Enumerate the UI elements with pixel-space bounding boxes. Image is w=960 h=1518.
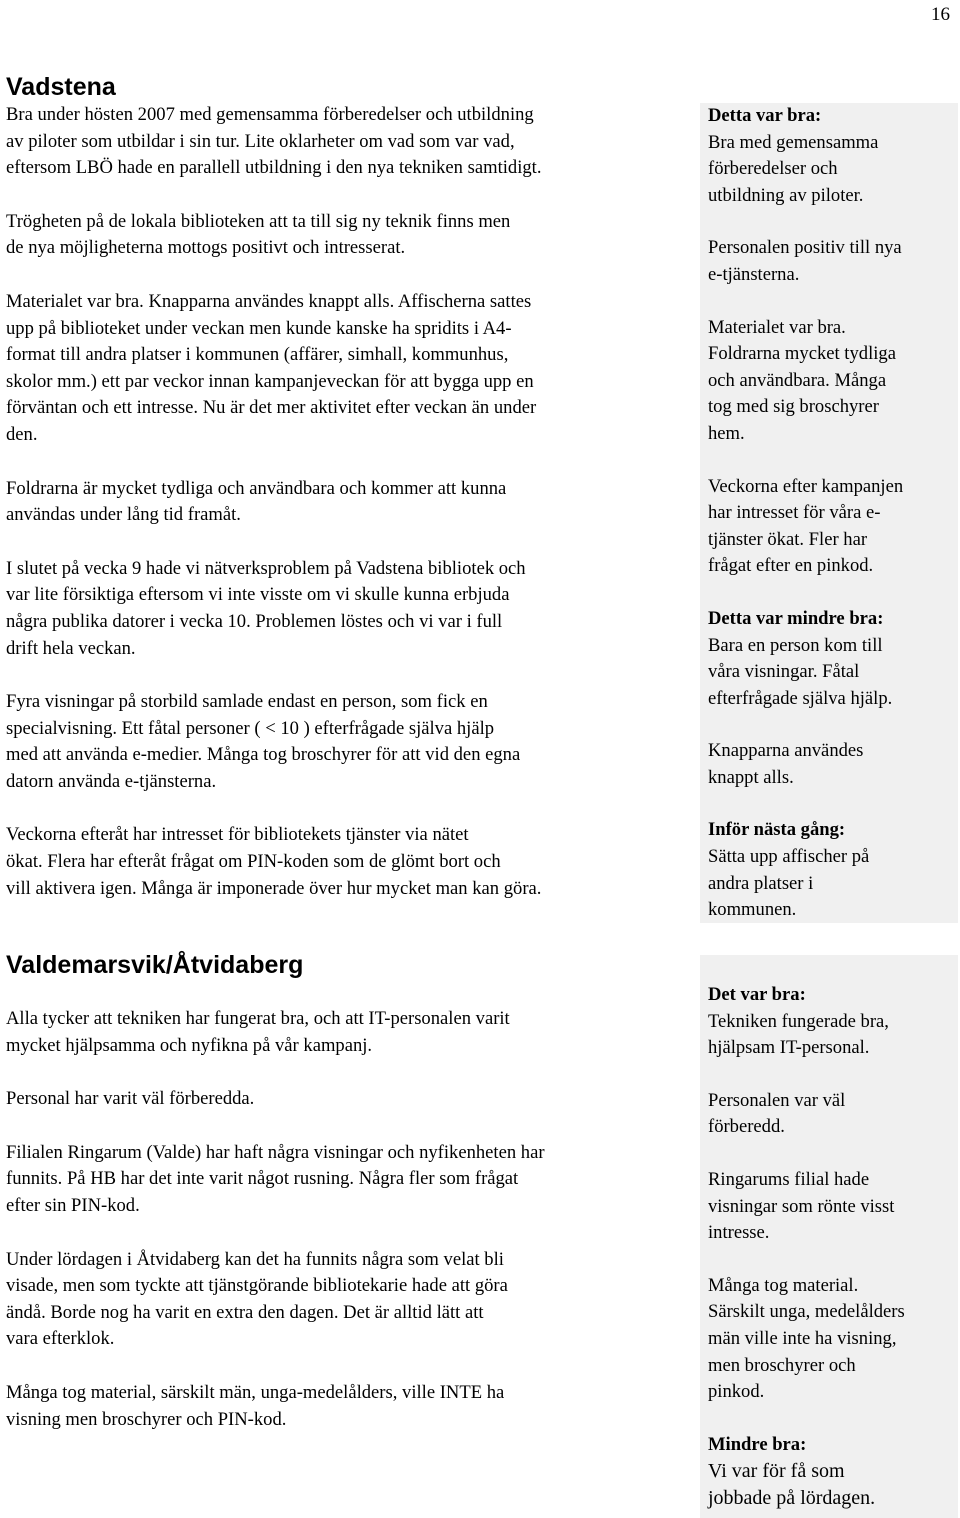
valdemarsvik-paragraph-4: Under lördagen i Åtvidaberg kan det ha funnits några som velat bli visade, men som tyckte att tjänstgörande bibliotekarie hade att göra ändå. Borde nog ha varit en extra den dagen. Det är alltid lätt att vara efterklok.	[6, 1248, 508, 1350]
summary-heading-less-good: Detta var mindre bra:	[708, 607, 884, 629]
summary-text: Materialet var bra. Foldrarna mycket tydliga och användbara. Många tog med sig broschyrer hem.	[708, 316, 896, 444]
vadstena-summary-box	[700, 103, 958, 923]
valdemarsvik-paragraph-1: Alla tycker att tekniken har fungerat bra, och att IT-personalen varit mycket hjälpsamma och nyfikna på vår kampanj.	[6, 1008, 510, 1056]
summary-text: Sätta upp affischer på andra platser i kommunen.	[708, 846, 870, 921]
summary-text: Bra med gemensamma förberedelser och utbildning av piloter.	[708, 131, 879, 206]
summary-text: Veckorna efter kampanjen har intresset för våra e- tjänster ökat. Fler har frågat efter en pinkod.	[708, 475, 904, 577]
summary-text: Personalen positiv till nya e-tjänsterna.	[708, 237, 902, 285]
summary-heading-good: Det var bra:	[708, 984, 806, 1005]
summary-text: Vi var för få som jobbade på lördagen.	[708, 1460, 876, 1509]
vadstena-paragraph-3: Materialet var bra. Knapparna användes knappt alls. Affischerna sattes upp på biblioteket under veckan men kunde kanske ha spridits i A4- format till andra platser i kommunen (affärer, simhall, kommunhus, skolor mm.) ett par veckor innan kampanjeveckan för att bygga upp en förväntan och ett intresse. Nu är det mer aktivitet efter veckan än under den.	[6, 290, 537, 445]
summary-heading-less-good: Mindre bra:	[708, 1433, 807, 1455]
vadstena-section	[6, 72, 686, 902]
valdemarsvik-paragraph-3: Filialen Ringarum (Valde) har haft några visningar och nyfikenheten har funnits. På HB har det inte varit något rusning. Några fler som frågat efter sin PIN-kod.	[6, 1141, 545, 1216]
vadstena-paragraph-4: Foldrarna är mycket tydliga och användbara och kommer att kunna användas under lång tid framåt.	[6, 477, 507, 526]
valdemarsvik-heading: Valdemarsvik/Åtvidaberg	[6, 951, 304, 979]
page-number: 16	[931, 4, 950, 25]
valdemarsvik-paragraph-2: Personal har varit väl förberedda.	[6, 1088, 255, 1110]
summary-text: Knapparna användes knappt alls.	[708, 740, 864, 788]
vadstena-paragraph-5: I slutet på vecka 9 hade vi nätverksproblem på Vadstena bibliotek och var lite försiktiga eftersom vi inte visste om vi skulle kunna erbjuda några publika datorer i vecka 10. Problemen löstes och vi var i full drift hela veckan.	[6, 557, 526, 659]
vadstena-heading: Vadstena	[6, 73, 116, 101]
valdemarsvik-section	[6, 950, 686, 1433]
valdemarsvik-summary-box	[700, 955, 958, 1518]
vadstena-paragraph-6: Fyra visningar på storbild samlade endast en person, som fick en specialvisning. Ett fåtal personer ( < 10 ) efterfrågade själva hjälp med att använda e-medier. Många tog broschyrer för att vid den egna datorn använda e-tjänsterna.	[6, 691, 521, 792]
summary-text: Personalen var väl förberedd.	[708, 1089, 846, 1138]
summary-text: Många tog material. Särskilt unga, medelålders män ville inte ha visning, men broschyrer och pinkod.	[708, 1274, 905, 1403]
summary-heading-good: Detta var bra:	[708, 105, 822, 126]
summary-text: Bara en person kom till våra visningar. Fåtal efterfrågade själva hjälp.	[708, 634, 893, 709]
vadstena-paragraph-2: Trögheten på de lokala biblioteken att ta till sig ny teknik finns men de nya möjligheterna mottogs positivt och intresserat.	[6, 210, 511, 259]
vadstena-paragraph-1: Bra under hösten 2007 med gemensamma förberedelser och utbildning av piloter som utbildar i sin tur. Lite oklarheter om vad som var vad, eftersom LBÖ hade en parallell utbildning i den nya tekniken samtidigt.	[6, 104, 542, 179]
summary-text: Tekniken fungerade bra, hjälpsam IT-personal.	[708, 1010, 889, 1059]
valdemarsvik-paragraph-5: Många tog material, särskilt män, unga-medelålders, ville INTE ha visning men broschyrer och PIN-kod.	[6, 1381, 505, 1430]
summary-text: Ringarums filial hade visningar som rönte visst intresse.	[708, 1168, 895, 1244]
summary-heading-next-time: Inför nästa gång:	[708, 819, 846, 841]
vadstena-paragraph-7: Veckorna efteråt har intresset för bibliotekets tjänster via nätet ökat. Flera har efteråt frågat om PIN-koden som de glömt bort och vill aktivera igen. Många är imponerade över hur mycket man kan göra.	[6, 824, 542, 899]
